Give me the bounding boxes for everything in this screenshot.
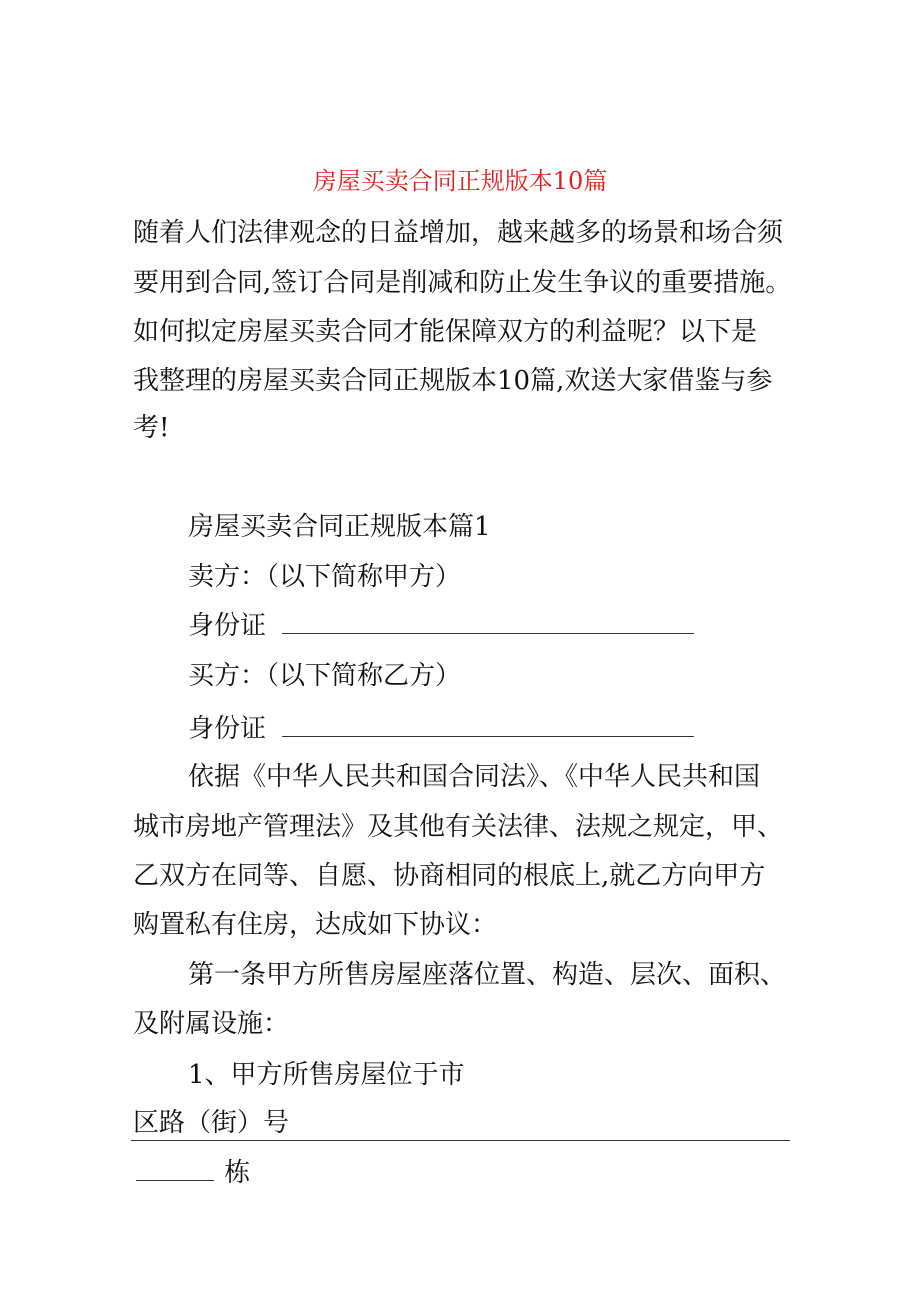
buyer-id-label: 身份证 [188,714,267,744]
article1-line-1: 第一条甲方所售房屋座落位置、构造、层次、面积、 [188,960,787,990]
preamble-line-1: 依据《中华人民共和国合同法》、《中华人民共和国 [188,762,761,792]
buyer-id-row [188,712,694,746]
seller-id-blank[interactable] [282,609,694,634]
seller-id-label: 身份证 [188,611,267,641]
seller-label: 卖方：（以下简称甲方） [188,562,462,592]
item1-line-1: 1、甲方所售房屋位于市 [188,1060,465,1090]
building-label: 栋 [224,1158,251,1188]
intro-line-2: 要用到合同,签订合同是削减和防止发生争议的重要措施。 [133,268,792,298]
seller-id-row [188,609,694,643]
intro-line-3: 如何拟定房屋买卖合同才能保障双方的利益呢？以下是 [133,317,758,347]
preamble-line-3: 乙双方在同等、自愿、协商相同的根底上,就乙方向甲方 [133,861,766,891]
intro-line-5: 考! [133,413,170,443]
article1-line-2: 及附属设施： [133,1009,290,1039]
item1-line-2: 区路（街）号 [133,1108,290,1138]
building-number-blank[interactable] [136,1156,214,1181]
buyer-label: 买方：（以下简称乙方） [188,661,462,691]
preamble-line-2: 城市房地产管理法》及其他有关法律、法规之规定，甲、 [133,812,784,842]
document-title: 房屋买卖合同正规版本10篇 [312,167,608,195]
buyer-id-blank[interactable] [282,712,694,737]
address-underline [131,1140,790,1141]
section-heading: 房屋买卖合同正规版本篇1 [188,512,491,542]
intro-line-4: 我整理的房屋买卖合同正规版本10篇,欢送大家借鉴与参 [133,366,773,396]
item1-line-3-row [136,1156,250,1190]
intro-line-1: 随着人们法律观念的日益增加，越来越多的场景和场合须 [133,218,784,248]
preamble-line-4: 购置私有住房，达成如下协议： [133,910,498,940]
